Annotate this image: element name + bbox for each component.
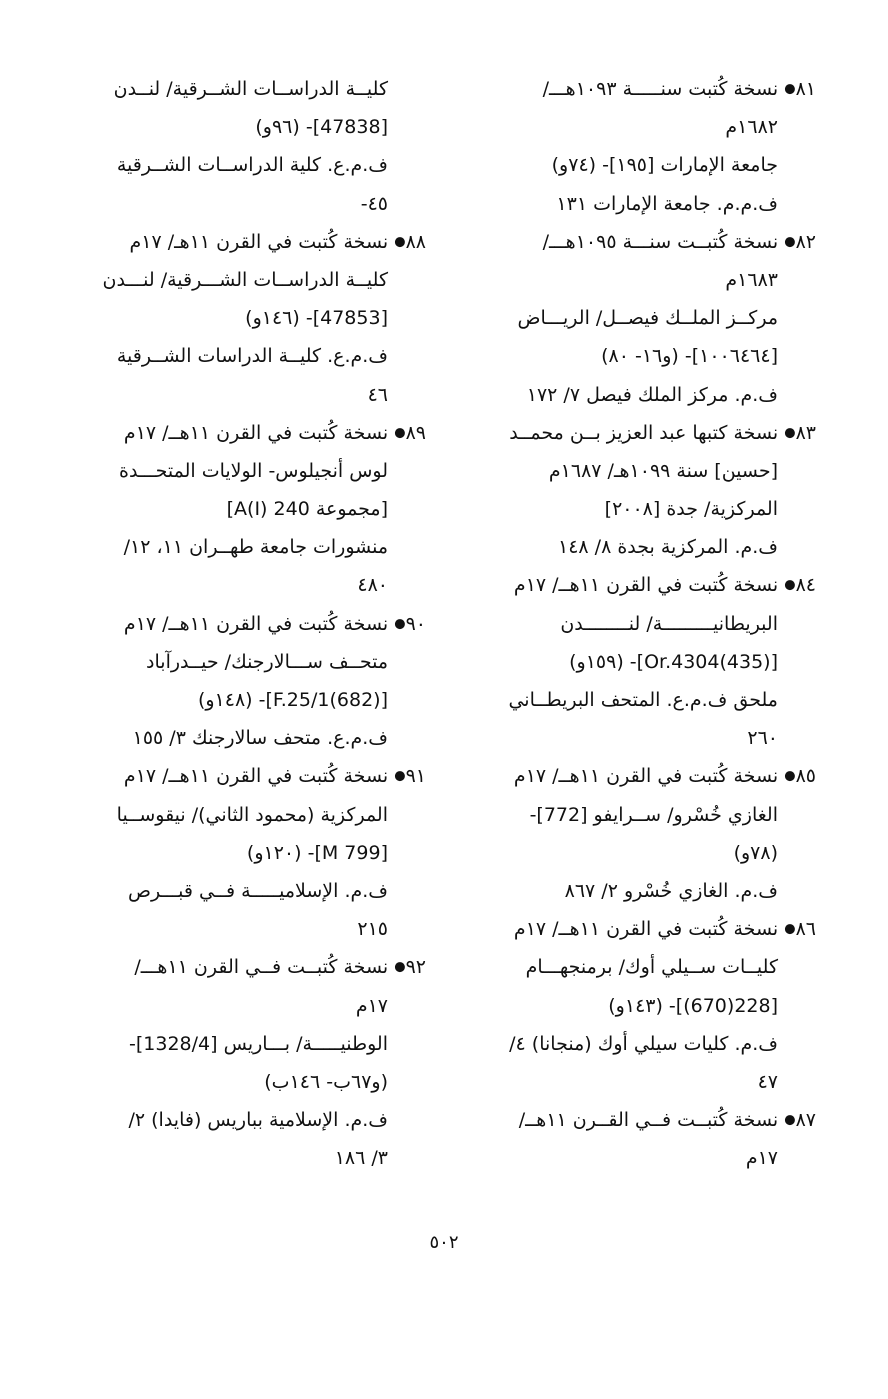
catalog-entry [476, 414, 816, 567]
entry-line: المركزية (محمود الثاني)/ نيقوســيا [116, 803, 388, 826]
entry-line: [١٠٠٦٤٦٤]- (و١٦- ٨٠) [601, 345, 778, 368]
entry-line: المركزية/ جدة [٢٠٠٨] [604, 498, 778, 521]
entry-line: ٤٦ [367, 383, 388, 406]
entry-line: نسخة كُتبت في القرن ١١هــ/ ١٧م [123, 612, 389, 635]
entry-line: الوطنيـــــة/ بـــاريس [1328/4]- [129, 1032, 388, 1055]
entry-number: ٨٥ [795, 765, 816, 788]
entry-number: ٨٧ [795, 1109, 816, 1132]
entry-line: ٢١٥ [357, 918, 388, 941]
entry-line: (و٦٧ب- ١٤٦ب) [264, 1070, 388, 1093]
entry-line: كليــات ســيلي أوك/ برمنجهـــام [525, 956, 778, 979]
entry-line: ٤٥- [360, 192, 388, 215]
entry-number: ٨٩ [405, 421, 426, 444]
entry-line: نسخة كتبها عبد العزيز بــن محمــد [509, 421, 779, 444]
bullet-icon: ● [784, 921, 796, 937]
entry-line: ف.م. كليات سيلي أوك (منجانا) ٤/ [509, 1032, 778, 1055]
entry-line: ف.م. الإسلامية بباريس (فايدا) ٢/ [128, 1109, 388, 1132]
entry-line: [228(670)]- (١٤٣و) [608, 994, 778, 1017]
entry-line: البريطانيـــــــــة/ لنــــــــدن [560, 612, 778, 635]
entry-line: نسخة كُتبت في القرن ١١هــ/ ١٧م [513, 765, 779, 788]
bullet-icon: ● [784, 577, 796, 593]
entry-line: نسخة كُتبــت سنـــة ١٠٩٥هـــ/ [542, 230, 779, 253]
entry-line: ١٧م [745, 1147, 778, 1170]
entry-line: ملحق ف.م.ع. المتحف البريطــاني [508, 689, 778, 711]
bullet-icon: ● [784, 425, 796, 441]
entry-line: ٤٨٠ [357, 574, 388, 597]
bullet-icon: ● [394, 959, 406, 975]
entry-line: ١٦٨٢م [725, 116, 778, 139]
entry-number: ٨٨ [405, 230, 426, 253]
catalog-entry [476, 566, 816, 757]
entry-line: منشورات جامعة طهــران ١١، ١٢/ [123, 536, 388, 559]
entry-line: ٣/ ١٨٦ [334, 1147, 388, 1170]
entry-line: (٧٨و) [733, 841, 778, 864]
entry-line: [F.25/1(682)]- (١٤٨و) [197, 689, 388, 711]
catalog-entry [476, 70, 816, 223]
entry-line: جامعة الإمارات [١٩٥]- (٧٤و) [551, 154, 778, 177]
bullet-icon: ● [784, 768, 796, 784]
catalog-entry [86, 605, 426, 758]
entry-number: ٨١ [795, 78, 816, 100]
entry-line: ١٧م [355, 994, 388, 1017]
entry-line: ف.م. الإسلاميـــــة فــي قبـــرص [128, 879, 388, 902]
entry-line: ف.م.م. جامعة الإمارات ١٣١ [556, 192, 778, 215]
catalog-entry [476, 1101, 816, 1177]
entry-number: ٨٦ [795, 918, 816, 941]
entry-line: ف.م.ع. متحف سالارجنك ٣/ ١٥٥ [132, 727, 388, 750]
bullet-icon: ● [394, 616, 406, 632]
entry-line: نسخة كُتبــت فــي القــرن ١١هــ/ [518, 1109, 779, 1132]
entry-number: ٩٠ [405, 612, 426, 635]
bullet-icon: ● [784, 1112, 796, 1128]
entry-line: ف.م.ع. كلية الدراســات الشــرقية [116, 154, 388, 177]
page-number: ٥٠٢ [429, 1232, 459, 1253]
catalog-entry [86, 948, 426, 1177]
entry-line: نسخة كُتبت سنـــــة ١٠٩٣هـــ/ [542, 78, 779, 100]
entry-line: [مجموعة 240 A(I)] [226, 498, 388, 521]
entry-line: كليــة الدراســات الشـــرقية/ لنـــدن [102, 268, 388, 291]
left-column [86, 70, 426, 1177]
entry-number: ٩٢ [405, 956, 426, 979]
catalog-entry [86, 70, 426, 223]
entry-line: ٤٧ [757, 1070, 778, 1093]
entry-line: ف.م. الغازي خُسْرو ٢/ ٨٦٧ [564, 879, 778, 902]
entry-line: ٢٦٠ [747, 727, 778, 750]
entry-number: ٩١ [405, 765, 426, 788]
entry-line: ف.م. مركز الملك فيصل ٧/ ١٧٢ [526, 383, 778, 406]
catalog-entry [476, 223, 816, 414]
entry-line: ف.م. المركزية بجدة ٨/ ١٤٨ [558, 536, 778, 559]
entry-line: الغازي خُسْرو/ ســرايفو [772]- [529, 803, 778, 826]
entry-line: [Or.4304(435)]- (١٥٩و) [569, 650, 778, 673]
bullet-icon: ● [394, 768, 406, 784]
bullet-icon: ● [394, 425, 406, 441]
entry-line: ١٦٨٣م [725, 268, 778, 291]
entry-line: نسخة كُتبت في القرن ١١هــ/ ١٧م [513, 918, 779, 941]
entry-line: نسخة كُتبت في القرن ١١هــ/ ١٧م [123, 765, 389, 788]
entry-line: نسخة كُتبت في القرن ١١هــ/ ١٧م [513, 574, 779, 597]
catalog-entry [86, 414, 426, 605]
entry-line: [47853]- (١٤٦و) [245, 307, 388, 330]
entry-line: [47838]- (٩٦و) [255, 116, 388, 139]
catalog-entry [86, 757, 426, 948]
entry-line: متحــف ســـالارجنك/ حيــدرآباد [146, 650, 388, 673]
entry-line: نسخة كُتبــت فــي القرن ١١هـــ/ [134, 956, 389, 979]
bullet-icon: ● [394, 234, 406, 250]
entry-number: ٨٤ [795, 574, 816, 597]
entry-line: كليــة الدراســات الشــرقية/ لنــدن [113, 78, 388, 100]
entry-line: ف.م.ع. كليــة الدراسات الشــرقية [116, 345, 388, 368]
entry-line: مركــز الملــك فيصــل/ الريـــاض [517, 307, 778, 330]
entry-line: [M 799]- (١٢٠و) [246, 841, 388, 864]
bullet-icon: ● [784, 234, 796, 250]
catalog-entry [476, 910, 816, 1101]
catalog-entry [476, 757, 816, 910]
entry-line: نسخة كُتبت في القرن ١١هـ/ ١٧م [129, 230, 389, 253]
entry-line: [حسين] سنة ١٠٩٩هـ/ ١٦٨٧م [548, 459, 778, 482]
entry-line: لوس أنجيلوس- الولايات المتحـــدة [119, 459, 388, 482]
entry-number: ٨٣ [795, 421, 816, 444]
catalog-entry [86, 223, 426, 414]
bullet-icon: ● [784, 81, 796, 97]
right-column [476, 70, 816, 1177]
entry-number: ٨٢ [795, 230, 816, 253]
entry-line: نسخة كُتبت في القرن ١١هــ/ ١٧م [123, 421, 389, 444]
